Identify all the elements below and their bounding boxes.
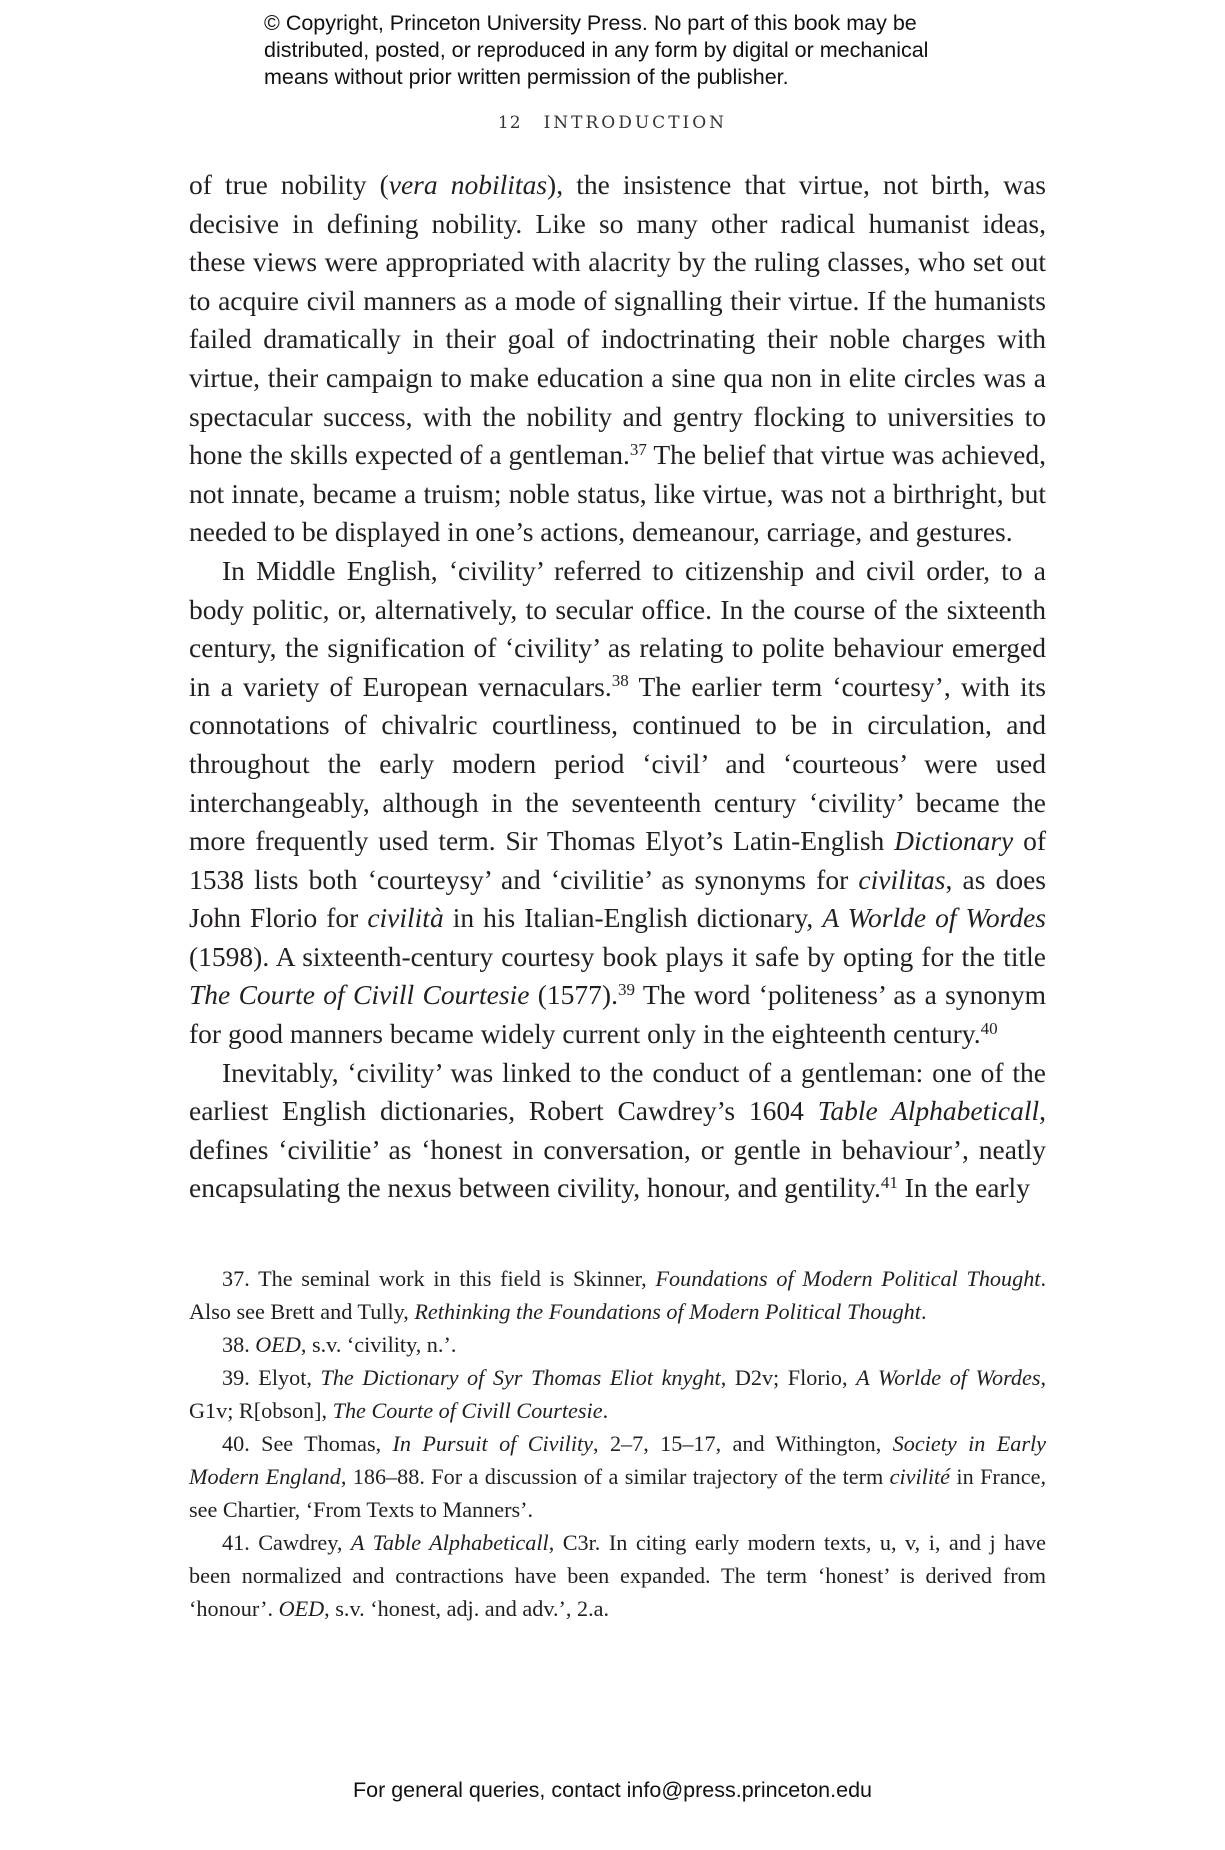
text-run-italic: OED <box>278 1596 325 1621</box>
text-run: The word ‘politeness’ as a synonym for good manners became widely current only in the eighteenth century. <box>189 979 1046 1050</box>
paragraph <box>189 166 1046 552</box>
text-run: in France, see Chartier, ‘From Texts to Manners’. <box>189 1464 1047 1522</box>
text-run-italic: A Table Alphabeticall <box>350 1530 549 1555</box>
text-run: 37. The seminal work in this field is Skinner, <box>222 1266 656 1291</box>
text-run: of 1538 lists both ‘courteysy’ and ‘civilitie’ as synonyms for <box>189 825 1046 895</box>
text-run-italic: civilità <box>367 902 444 934</box>
text-run-italic: A Worlde of Wordes <box>856 1365 1041 1390</box>
footnote-ref: 38 <box>611 671 629 691</box>
text-run: 38. <box>222 1332 256 1357</box>
text-run-italic: vera nobilitas <box>388 169 548 200</box>
running-head <box>0 113 1225 133</box>
copyright-line: means without prior written permission of the publisher. <box>264 65 789 89</box>
body-text <box>189 166 1046 1208</box>
text-run: 41. Cawdrey, <box>222 1530 351 1555</box>
text-run: . Also see Brett and Tully, <box>189 1266 1046 1324</box>
text-run-italic: Dictionary <box>894 825 1014 857</box>
copyright-line: © Copyright, Princeton University Press. No part of this book may be <box>264 11 917 35</box>
text-run-italic: civilitas <box>858 863 946 895</box>
footnote <box>189 1526 1046 1625</box>
text-run-italic: In Pursuit of Civility <box>392 1431 594 1456</box>
footer-contact: For general queries, contact info@press.princeton.edu <box>352 1778 872 1802</box>
text-run: . <box>602 1398 609 1423</box>
text-run: , G1v; R[obson], <box>189 1365 1047 1423</box>
text-run-italic: Rethinking the Foundations of Modern Political Thought <box>414 1299 921 1324</box>
text-run: , s.v. ‘honest, adj. and adv.’, 2.a. <box>324 1596 610 1621</box>
section-title: INTRODUCTION <box>543 113 728 133</box>
text-run: The belief that virtue was achieved, not innate, became a truism; noble status, like virtue, was not a birthright, but needed to be displayed in one’s actions, demeanour, carriage, and gestures. <box>189 439 1046 548</box>
text-run: (1598). A sixteenth-century courtesy book plays it safe by opting for the title <box>189 940 1046 972</box>
text-run: Inevitably, ‘civility’ was linked to the conduct of a gentleman: one of the earliest English dictionaries, Robert Cawdrey’s 1604 <box>189 1056 1046 1127</box>
text-run-italic: civilité <box>889 1464 951 1489</box>
text-run: In the early <box>897 1172 1030 1204</box>
text-run: . <box>920 1299 927 1324</box>
text-run-italic: OED <box>255 1332 301 1357</box>
paragraph <box>189 552 1046 1054</box>
footnote-ref: 37 <box>629 439 647 459</box>
text-run: , as does John Florio for <box>189 863 1046 934</box>
text-run-italic: Society in Early Modern England <box>189 1431 1046 1489</box>
text-run: , 186–88. For a discussion of a similar trajectory of the term <box>340 1464 890 1489</box>
text-run-italic: The Courte of Civill Courtesie <box>189 979 530 1011</box>
copyright-notice <box>264 10 1024 91</box>
footnote <box>189 1328 1046 1361</box>
text-run: , s.v. ‘civility, n.’. <box>300 1332 457 1357</box>
text-run-italic: The Courte of Civill Courtesie <box>332 1398 603 1423</box>
text-run: ), the insistence that virtue, not birth, was decisive in defining nobility. Like so many other radical humanist ideas, these views were appropriated with alacrity by the ruling classes, who set out to acquire civil manners as a mode of signalling their virtue. If the humanists failed dramatically in their goal of indoctrinating their noble charges with virtue, their campaign to make education a sine qua non in elite circles was a spectacular success, with the nobility and gentry flocking to universities to hone the skills expected of a gentleman. <box>189 169 1046 471</box>
text-run: of true nobility ( <box>189 169 389 200</box>
footnote <box>189 1427 1046 1526</box>
paragraph <box>189 1054 1046 1208</box>
page-number: 12 <box>497 113 522 133</box>
footnote-ref: 40 <box>980 1018 998 1038</box>
footnote-ref: 41 <box>880 1173 898 1193</box>
footnote <box>189 1361 1046 1427</box>
text-run-italic: A Worlde of Wordes <box>822 902 1046 934</box>
text-run: The earlier term ‘courtesy’, with its connotations of chivalric courtliness, continued to be in circulation, and throughout the early modern period ‘civil’ and ‘courteous’ were used interchangeably, although in the seventeenth century ‘civility’ became the more frequently used term. Sir Thomas Elyot’s Latin-English <box>189 670 1047 857</box>
footnotes <box>189 1262 1046 1625</box>
text-run-italic: Foundations of Modern Political Thought <box>655 1266 1041 1291</box>
footnote <box>189 1262 1046 1328</box>
text-run: , C3r. In citing early modern texts, u, v, i, and j have been normalized and contractions have been expanded. The term ‘honest’ is derived from ‘honour’. <box>189 1530 1046 1621</box>
text-run: , D2v; Florio, <box>720 1365 857 1390</box>
text-run: (1577). <box>529 979 618 1011</box>
footnote-ref: 39 <box>617 980 635 1000</box>
text-run: , 2–7, 15–17, and Withington, <box>593 1431 893 1456</box>
text-run: , defines ‘civilitie’ as ‘honest in conversation, or gentle in behaviour’, neatly encapsulating the nexus between civility, honour, and gentility. <box>189 1095 1047 1204</box>
text-run: in his Italian-English dictionary, <box>443 902 823 934</box>
text-run-italic: Table Alphabeticall <box>817 1095 1040 1127</box>
text-run: 39. Elyot, <box>222 1365 321 1390</box>
text-run: 40. See Thomas, <box>222 1431 393 1456</box>
text-run-italic: The Dictionary of Syr Thomas Eliot knyght <box>320 1365 721 1390</box>
text-run: In Middle English, ‘civility’ referred to citizenship and civil order, to a body politic, or, alternatively, to secular office. In the course of the sixteenth century, the signification of ‘civility’ as relating to polite behaviour emerged in a variety of European vernaculars. <box>189 554 1046 702</box>
copyright-line: distributed, posted, or reproduced in any form by digital or mechanical <box>264 38 929 62</box>
